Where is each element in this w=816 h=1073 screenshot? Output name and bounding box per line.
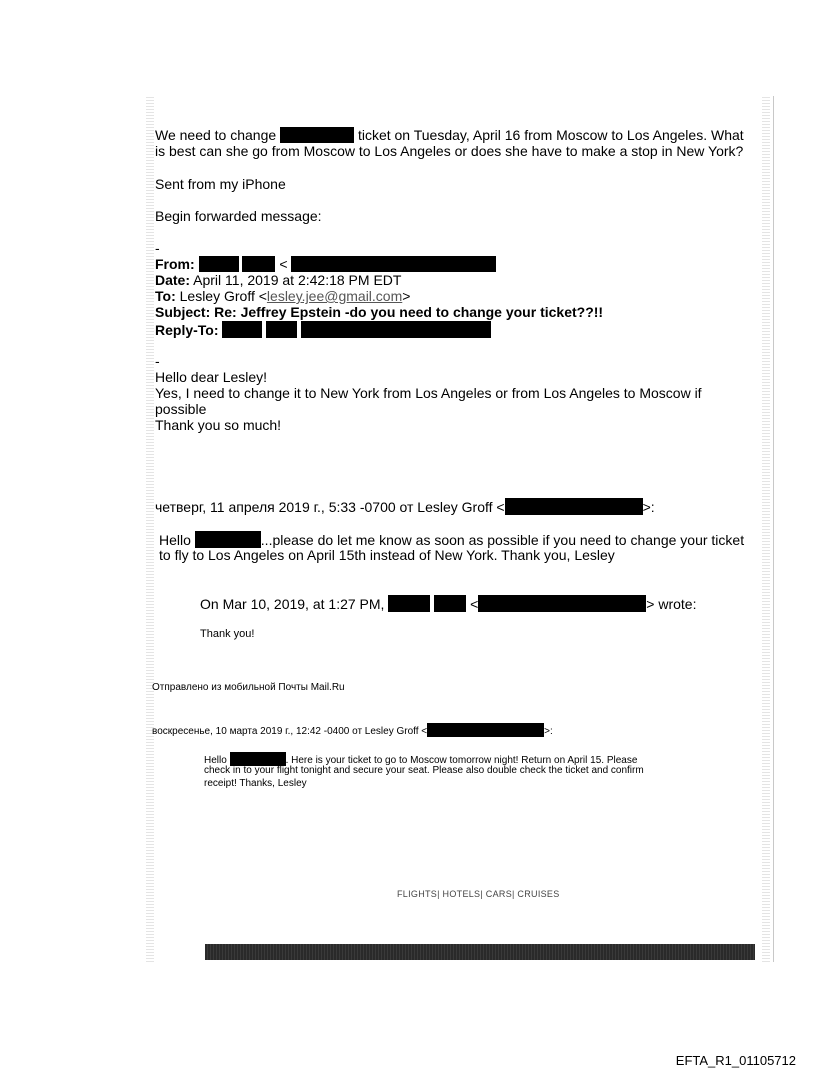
reply-dash: - [155,353,160,369]
quote2-header [200,595,697,612]
redaction-box [222,321,262,338]
reply-line3: Thank you so much! [155,417,282,433]
reply-line2: possible [155,401,207,417]
document-id: EFTA_R1_01105712 [675,1053,796,1068]
redaction-box [388,595,430,612]
redaction-box [199,256,239,272]
left-border-rail [146,96,154,962]
quote2-header-text: On Mar 10, 2019, at 1:27 PM, [200,596,385,612]
redaction-box [434,595,466,612]
footer-bar [205,944,755,960]
reply-to-label: Reply-To: [155,322,219,338]
quote1-header-close: >: [642,499,655,515]
reply-greeting: Hello dear Lesley! [155,369,268,385]
redaction-box [230,752,286,766]
right-border-rail [762,96,770,962]
quote1-hello: Hello [159,532,191,548]
to-name: Lesley Groff < [179,288,267,304]
date-line [155,272,401,288]
to-line [155,288,410,304]
to-close: > [402,288,411,304]
quote3-header-text: воскресенье, 10 марта 2019 г., 12:42 -0400 от Lesley Groff < [152,726,428,737]
forward-note-line2: is best can she go from Moscow to Los Angeles or does she have to make a stop in New York? [155,143,744,159]
forward-note-line1 [155,127,744,143]
subject-line [155,304,603,320]
from-line [155,256,496,272]
redaction-box [280,127,354,143]
redaction-box [427,723,544,737]
quote3-hello: Hello [204,755,227,766]
date-value: April 11, 2019 at 2:42:18 PM EDT [193,272,402,288]
reply-to-line [155,321,491,338]
redaction-box [478,595,646,612]
forward-note-text: ticket on Tuesday, April 16 from Moscow to Los Angeles. What [357,127,744,143]
quote2-body: Thank you! [200,628,255,640]
quote1-header-text: четверг, 11 апреля 2019 г., 5:33 -0700 от Lesley Groff < [155,499,505,515]
quote3-line2: check in to your flight tonight and secure your seat. Please also double check the ticket and confirm [204,765,644,776]
header-dash: - [155,240,160,256]
quote2-bracket: < [470,596,479,612]
quote3-header [152,723,553,738]
quote1-header [155,498,655,515]
redaction-box [301,321,491,338]
redaction-box [505,498,643,515]
quote3-line3: receipt! Thanks, Lesley [204,778,307,789]
mailru-signature: Отправлено из мобильной Почты Mail.Ru [152,682,345,693]
sent-from-iphone: Sent from my iPhone [155,176,286,192]
subject-value: Re: Jeffrey Epstein -do you need to change your ticket??!! [214,304,604,320]
from-bracket: < [279,256,288,272]
date-label: Date: [155,272,191,288]
quote1-line1 [159,531,744,548]
quote1-line2: to fly to Los Angeles on April 15th instead of New York. Thank you, Lesley [159,547,615,563]
to-label: To: [155,288,176,304]
redaction-box [291,256,496,272]
begin-forwarded: Begin forwarded message: [155,208,322,224]
redaction-box [266,321,297,338]
email-frame [146,96,774,962]
subject-label: Subject: [155,304,211,320]
quote3-text: . Here is your ticket to go to Moscow tomorrow night! Return on April 15. Please [285,755,638,766]
reply-line1: Yes, I need to change it to New York from Los Angeles or from Los Angeles to Moscow if [155,385,702,401]
forward-note-text: We need to change [155,127,277,143]
quote3-header-close: >: [544,726,553,737]
redaction-box [242,256,275,272]
footer-links[interactable]: FLIGHTS| HOTELS| CARS| CRUISES [397,889,560,899]
to-email-link[interactable]: lesley.jee@gmail.com [266,288,403,304]
from-label: From: [155,256,195,272]
quote2-header-close: > wrote: [646,596,697,612]
quote1-text: ...please do let me know as soon as possible if you need to change your ticket [260,532,745,548]
redaction-box [195,531,261,548]
